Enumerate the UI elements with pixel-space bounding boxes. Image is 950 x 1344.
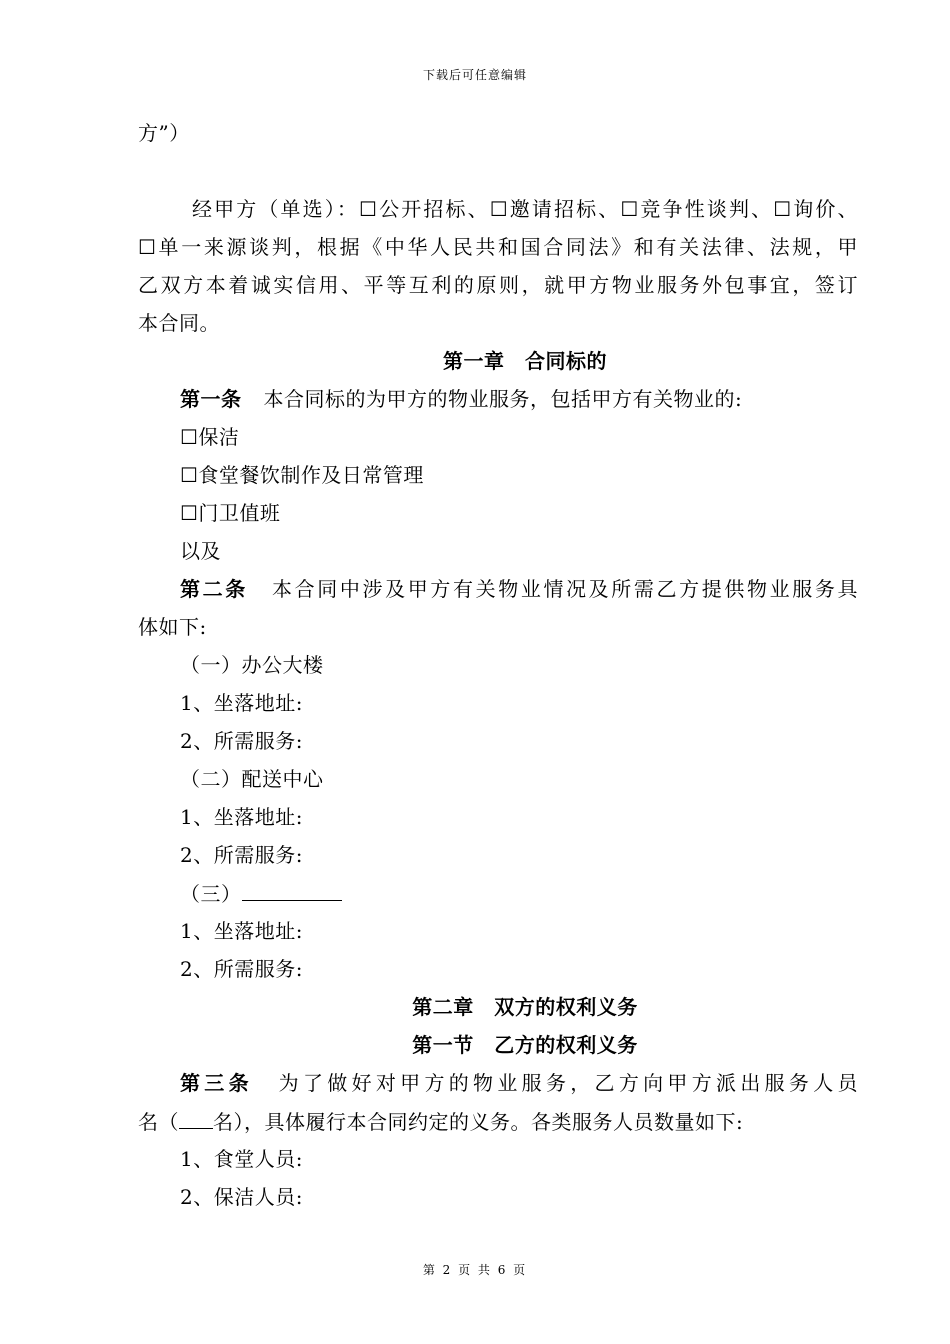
section-third-label: （三） [180, 882, 242, 906]
blank-field [179, 1106, 213, 1129]
section-distribution-center: （二）配送中心 [180, 767, 324, 791]
section-1-title: 第一节 乙方的权利义务 [412, 1033, 638, 1057]
paragraph-line: 经甲方（单选）：☐公开招标、☐邀请招标、☐竞争性谈判、☐询价、 [192, 197, 858, 221]
article-2-text-cont: 体如下: [138, 615, 207, 639]
article-1 [180, 384, 858, 414]
service-line: 2、所需服务: [180, 843, 303, 867]
article-3-text-b: 名），具体履行本合同约定的义务。各类服务人员数量如下: [213, 1110, 744, 1134]
article-3-text-cont [138, 1106, 858, 1137]
chapter-2-title: 第二章 双方的权利义务 [412, 995, 638, 1019]
paragraph-line: ☐单一来源谈判，根据《中华人民共和国合同法》和有关法律、法规，甲 [138, 235, 858, 259]
staff-cleaning: 2、保洁人员: [180, 1185, 303, 1209]
staff-canteen: 1、食堂人员: [180, 1147, 303, 1171]
article-3 [180, 1068, 858, 1098]
address-line: 1、坐落地址: [180, 919, 303, 943]
article-1-label: 第一条 [180, 387, 242, 411]
article-3-label: 第三条 [180, 1071, 253, 1095]
option-cleaning: ☐保洁 [180, 425, 240, 449]
service-line: 2、所需服务: [180, 729, 303, 753]
blank-field [242, 878, 342, 901]
article-1-tail: 以及 [180, 539, 221, 563]
page-header: 下载后可任意编辑 [422, 68, 527, 82]
option-guard: ☐门卫值班 [180, 501, 281, 525]
service-line: 2、所需服务: [180, 957, 303, 981]
section-third [180, 878, 858, 909]
article-3-text: 为了做好对甲方的物业服务，乙方向甲方派出服务人员 [274, 1071, 859, 1095]
section-office-building: （一）办公大楼 [180, 653, 324, 677]
page-footer: 第 2 页 共 6 页 [422, 1263, 528, 1277]
address-line: 1、坐落地址: [180, 691, 303, 715]
chapter-1-title: 第一章 合同标的 [443, 349, 607, 373]
text-line: 方”） [138, 121, 190, 145]
address-line: 1、坐落地址: [180, 805, 303, 829]
paragraph-line: 乙双方本着诚实信用、平等互利的原则，就甲方物业服务外包事宜，签订 [138, 273, 858, 297]
article-1-text: 本合同标的为甲方的物业服务，包括甲方有关物业的: [263, 387, 743, 411]
article-3-text-a: 名（ [138, 1110, 179, 1134]
article-2 [180, 574, 858, 604]
paragraph-line: 本合同。 [138, 311, 220, 335]
article-2-text: 本合同中涉及甲方有关物业情况及所需乙方提供物业服务具 [269, 577, 859, 601]
option-canteen: ☐食堂餐饮制作及日常管理 [180, 463, 424, 487]
article-2-label: 第二条 [180, 577, 248, 601]
